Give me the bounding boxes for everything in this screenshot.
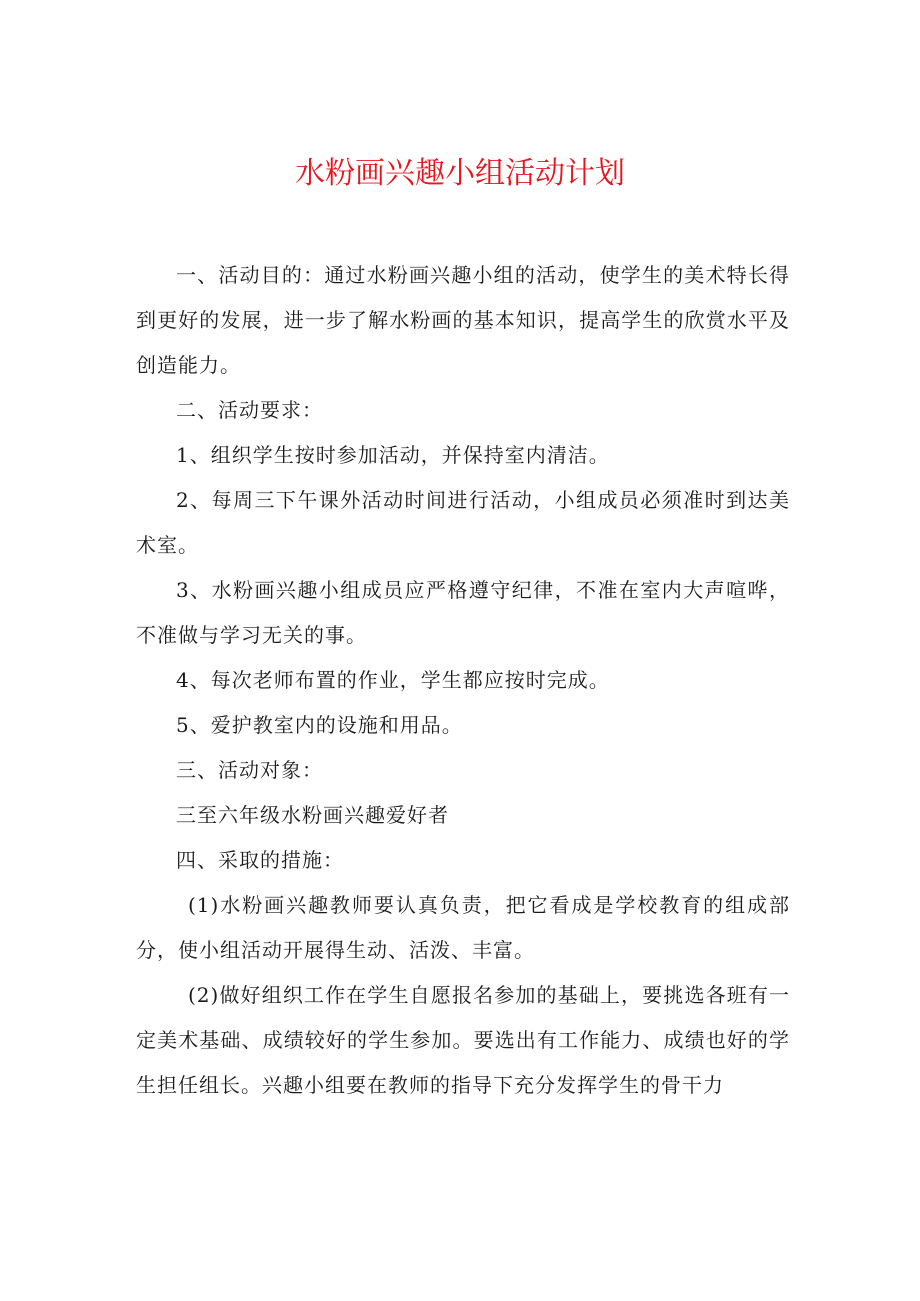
measure-item-1: (1)水粉画兴趣教师要认真负责，把它看成是学校教育的组成部分，使小组活动开展得生动、活泼、丰富。 <box>136 893 790 962</box>
heading-audience: 三、活动对象： <box>176 758 323 782</box>
heading-measures: 四、采取的措施： <box>176 848 344 872</box>
requirement-item-4: 4、每次老师布置的作业，学生都应按时完成。 <box>176 668 610 692</box>
document-body <box>136 253 790 1108</box>
heading-requirements: 二、活动要求： <box>176 398 323 422</box>
requirement-item-3: 3、水粉画兴趣小组成员应严格遵守纪律，不准在室内大声喧哗，不准做与学习无关的事。 <box>136 578 790 647</box>
requirement-item-1: 1、组织学生按时参加活动，并保持室内清洁。 <box>176 443 610 467</box>
document-title: 水粉画兴趣小组活动计划 <box>295 156 625 191</box>
requirement-item-5: 5、爱护教室内的设施和用品。 <box>176 713 463 737</box>
measure-item-2: (2)做好组织工作在学生自愿报名参加的基础上，要挑选各班有一定美术基础、成绩较好的学生参加。要选出有工作能力、成绩也好的学生担任组长。兴趣小组要在教师的指导下充分发挥学生的骨干力 <box>136 983 790 1097</box>
paragraph-purpose: 一、活动目的：通过水粉画兴趣小组的活动，使学生的美术特长得到更好的发展，进一步了解水粉画的基本知识，提高学生的欣赏水平及创造能力。 <box>136 263 790 377</box>
requirement-item-2: 2、每周三下午课外活动时间进行活动，小组成员必须准时到达美术室。 <box>136 488 790 557</box>
audience-text: 三至六年级水粉画兴趣爱好者 <box>176 803 449 827</box>
